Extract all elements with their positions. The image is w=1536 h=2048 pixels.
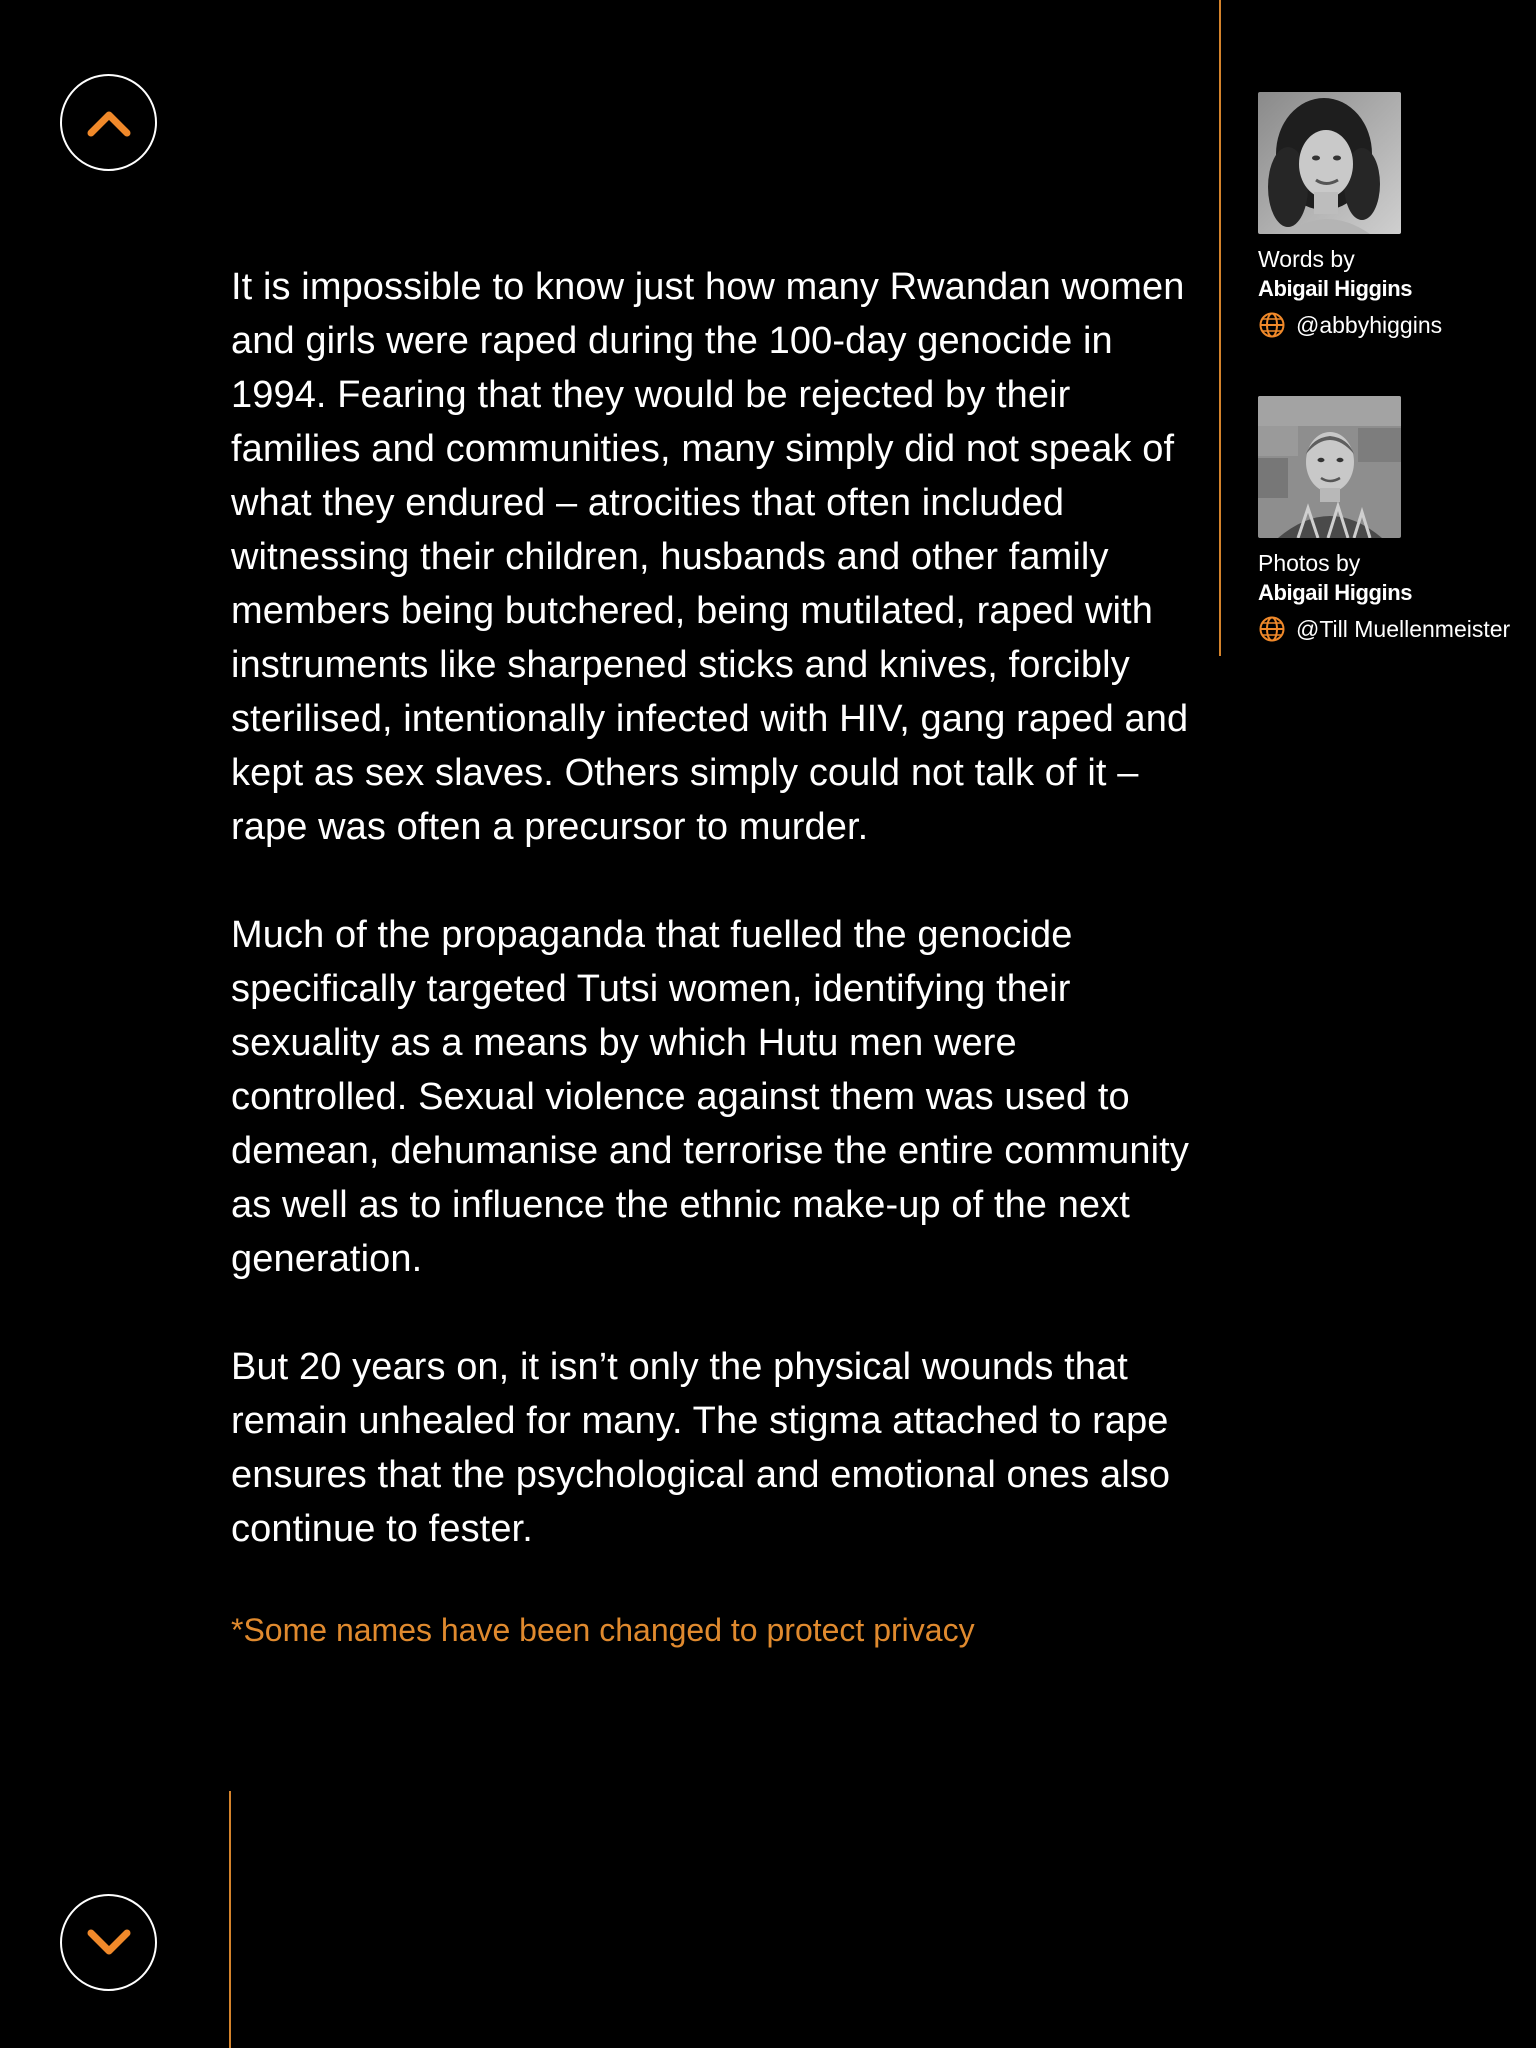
privacy-note: *Some names have been changed to protect privacy [231,1612,975,1648]
globe-icon [1258,311,1286,339]
bottom-divider [229,1791,231,2048]
article-paragraph-1: It is impossible to know just how many Rwandan women and girls were raped during the 100-day genocide in 1994. Fearing that they would be rejected by their families and communities, many simply did not speak of what they endured – atrocities that often included witnessing their children, husbands and other family members being butchered, being mutilated, raped with instruments like sharpened sticks and knives, forcibly sterilised, intentionally infected with HIV, gang raped and kept as sex slaves. Others simply could not talk of it – rape was often a precursor to murder. [231,266,1189,848]
article-paragraph-3: But 20 years on, it isn’t only the physical wounds that remain unhealed for many. The stigma attached to rape ensures that the psychological and emotional ones also continue to fester. [231,1346,1171,1550]
credit-link-photos[interactable] [1258,614,1528,644]
credit-link-words[interactable] [1258,310,1528,340]
credit-handle-photos: @Till Muellenmeister [1296,616,1511,642]
sidebar-divider [1219,0,1221,656]
photographer-avatar [1258,396,1401,538]
credit-handle-words: @abbyhiggins [1296,312,1443,338]
words-credit [1258,92,1528,340]
chevron-up-icon [86,108,132,138]
article-body [231,260,1191,1650]
credit-role-photos: Photos by [1258,550,1361,576]
article-paragraph-2: Much of the propaganda that fuelled the genocide specifically targeted Tutsi women, identifying their sexuality as a means by which Hutu men were controlled. Sexual violence against them was used to demean, dehumanise and terrorise the entire community as well as to influence the ethnic make-up of the next generation. [231,914,1189,1280]
credit-name-photos: Abigail Higgins [1258,580,1413,605]
credit-role-words: Words by [1258,246,1355,272]
author-avatar [1258,92,1401,234]
globe-icon [1258,615,1286,643]
scroll-up-button[interactable] [60,74,157,171]
credit-name-words: Abigail Higgins [1258,276,1413,301]
photos-credit [1258,396,1528,644]
chevron-down-icon [86,1928,132,1958]
scroll-down-button[interactable] [60,1894,157,1991]
